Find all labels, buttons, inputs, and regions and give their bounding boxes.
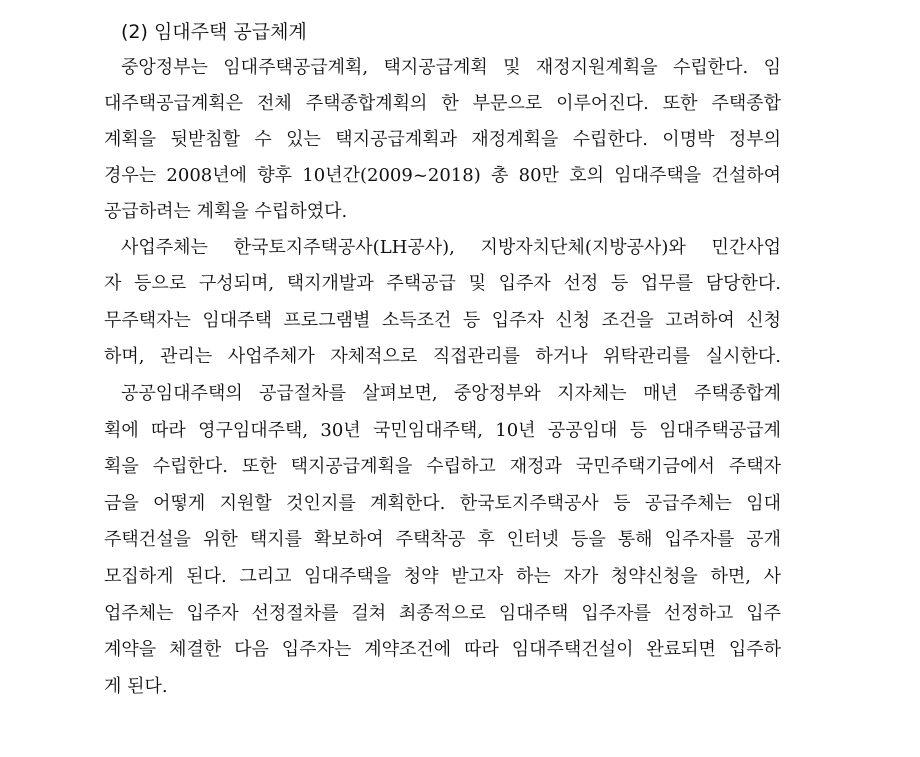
paragraph-3-line-3: 획을 수립한다. 또한 택지공급계획을 수립하고 재정과 국민주택기금에서 주택자 [104,456,781,477]
paragraph-2-line-1: 사업주체는 한국토지주택공사(LH공사), 지방자치단체(지방공사)와 민간사업 [121,237,781,258]
paragraph-3-line-7: 업주체는 입주자 선정절차를 걸쳐 최종적으로 임대주택 입주자를 선정하고 입주 [104,603,781,624]
paragraph-3-line-9: 게 된다. [104,676,168,697]
paragraph-3-line-8: 계약을 체결한 다음 입주자는 계약조건에 따라 임대주택건설이 완료되면 입주하 [104,639,781,660]
paragraph-1-line-3: 계획을 뒷받침할 수 있는 택지공급계획과 재정계획을 수립한다. 이명박 정부의 [104,129,781,150]
paragraph-1-line-2: 대주택공급계획은 전체 주택종합계획의 한 부문으로 이루어진다. 또한 주택종합 [104,93,781,114]
paragraph-3-line-2: 획에 따라 영구임대주택, 30년 국민임대주택, 10년 공공임대 등 임대주택공급계 [104,420,781,441]
paragraph-2-line-3: 무주택자는 임대주택 프로그램별 소득조건 등 입주자 신청 조건을 고려하여 신청 [104,310,781,331]
paragraph-2-line-4: 하며, 관리는 사업주체가 자체적으로 직접관리를 하거나 위탁관리를 실시한다. [104,346,781,367]
paragraph-3-line-4: 금을 어떻게 지원할 것인지를 계획한다. 한국토지주택공사 등 공급주체는 임대 [104,493,781,514]
paragraph-3-line-5: 주택건설을 위한 택지를 확보하여 주택착공 후 인터넷 등을 통해 입주자를 공개 [104,529,781,550]
paragraph-1-line-4: 경우는 2008년에 향후 10년간(2009~2018) 총 80만 호의 임대주택을 건설하여 [104,165,781,186]
paragraph-1-line-1: 중앙정부는 임대주택공급계획, 택지공급계획 및 재정지원계획을 수립한다. 임 [121,57,781,78]
paragraph-3-line-6: 모집하게 된다. 그리고 임대주택을 청약 받고자 하는 자가 청약신청을 하면, 사 [104,566,781,587]
paragraph-3-line-1: 공공임대주택의 공급절차를 살펴보면, 중앙정부와 지자체는 매년 주택종합계 [121,383,781,404]
section-heading: (2) 임대주택 공급체계 [121,21,307,43]
paragraph-2-line-2: 자 등으로 구성되며, 택지개발과 주택공급 및 입주자 선정 등 업무를 담당한다. [104,273,781,294]
paragraph-1-line-5: 공급하려는 계획을 수립하였다. [104,201,348,222]
